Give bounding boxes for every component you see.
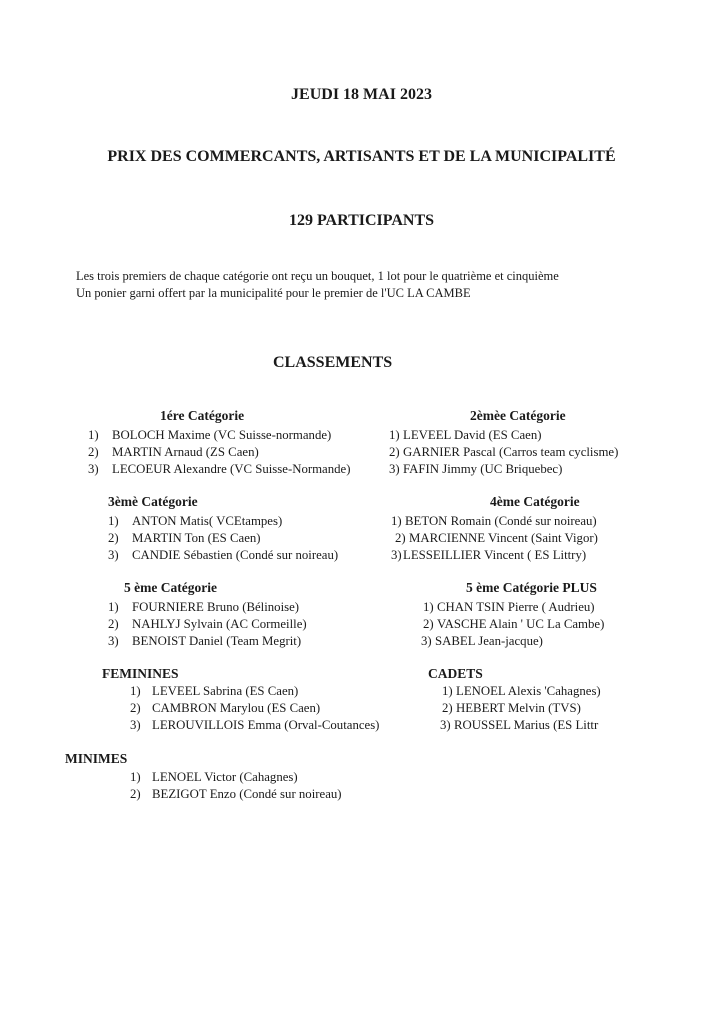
category-list <box>108 513 338 564</box>
list-item: 1) LENOEL Victor (Cahagnes) <box>130 770 298 784</box>
list-item: 1) ANTON Matis( VCEtampes) <box>108 514 283 528</box>
category-title: FEMININES <box>102 666 179 681</box>
participants-count: 129 PARTICIPANTS <box>288 212 435 229</box>
category-list <box>442 683 601 734</box>
category-title: 5 ème Catégorie PLUS <box>466 580 597 595</box>
intro-line: Les trois premiers de chaque catégorie ont reçu un bouquet, 1 lot pour le quatrième et cinquième <box>76 269 559 283</box>
list-item: 1) LENOEL Alexis 'Cahagnes) <box>442 684 601 698</box>
list-item: 2) CAMBRON Marylou (ES Caen) <box>130 701 321 715</box>
category-list <box>423 599 604 650</box>
category-title: 5 ème Catégorie <box>124 580 217 595</box>
category-list <box>130 683 379 734</box>
list-item: 1) CHAN TSIN Pierre ( Audrieu) <box>423 600 595 614</box>
list-item: 2) BEZIGOT Enzo (Condé sur noireau) <box>130 787 342 801</box>
list-item: 3) LEROUVILLOIS Emma (Orval-Coutances) <box>130 718 380 732</box>
list-item: 1) BOLOCH Maxime (VC Suisse-normande) <box>88 428 332 442</box>
list-item: 2) MARCIENNE Vincent (Saint Vigor) <box>395 531 598 545</box>
list-item: 2) NAHLYJ Sylvain (AC Cormeille) <box>108 617 307 631</box>
list-item: 3) CANDIE Sébastien (Condé sur noireau) <box>108 548 339 562</box>
list-item: 2) VASCHE Alain ' UC La Cambe) <box>423 617 605 631</box>
list-item: 1) LEVEEL David (ES Caen) <box>389 428 542 442</box>
category-list <box>389 427 618 478</box>
list-item: 2) HEBERT Melvin (TVS) <box>442 701 581 715</box>
category-title: CADETS <box>428 666 483 681</box>
list-item: 3) BENOIST Daniel (Team Megrit) <box>108 634 302 648</box>
page-title: PRIX DES COMMERCANTS, ARTISANTS ET DE LA MUNICIPALITÉ <box>107 148 616 165</box>
category-list <box>108 599 307 650</box>
category-title: 3èmè Catégorie <box>108 494 198 509</box>
list-item: 3) ROUSSEL Marius (ES Littr <box>440 718 599 732</box>
category-list <box>130 769 342 803</box>
list-item: 1) FOURNIERE Bruno (Bélinoise) <box>108 600 300 614</box>
category-list <box>88 427 350 478</box>
list-item: 3) LECOEUR Alexandre (VC Suisse-Normande) <box>88 462 351 476</box>
list-item: 1) LEVEEL Sabrina (ES Caen) <box>130 684 299 698</box>
list-item: 1) BETON Romain (Condé sur noireau) <box>391 514 597 528</box>
category-title: MINIMES <box>65 751 128 766</box>
intro-text <box>76 268 559 302</box>
list-item: 2) GARNIER Pascal (Carros team cyclisme) <box>389 445 619 459</box>
category-title: 2èmèe Catégorie <box>470 408 566 423</box>
category-title: 1ére Catégorie <box>160 408 245 423</box>
intro-line: Un ponier garni offert par la municipalité pour le premier de l'UC LA CAMBE <box>76 286 471 300</box>
list-item: 3) FAFIN Jimmy (UC Briquebec) <box>389 462 563 476</box>
list-item: 2) MARTIN Arnaud (ZS Caen) <box>88 445 259 459</box>
category-title: 4ème Catégorie <box>490 494 580 509</box>
list-item: 2) MARTIN Ton (ES Caen) <box>108 531 261 545</box>
classements-title: CLASSEMENTS <box>273 354 393 371</box>
list-item: 3) SABEL Jean-jacque) <box>421 634 543 648</box>
category-list <box>391 513 598 564</box>
page-date: JEUDI 18 MAI 2023 <box>291 86 432 103</box>
list-item: 3)LESSEILLIER Vincent ( ES Littry) <box>391 548 587 562</box>
